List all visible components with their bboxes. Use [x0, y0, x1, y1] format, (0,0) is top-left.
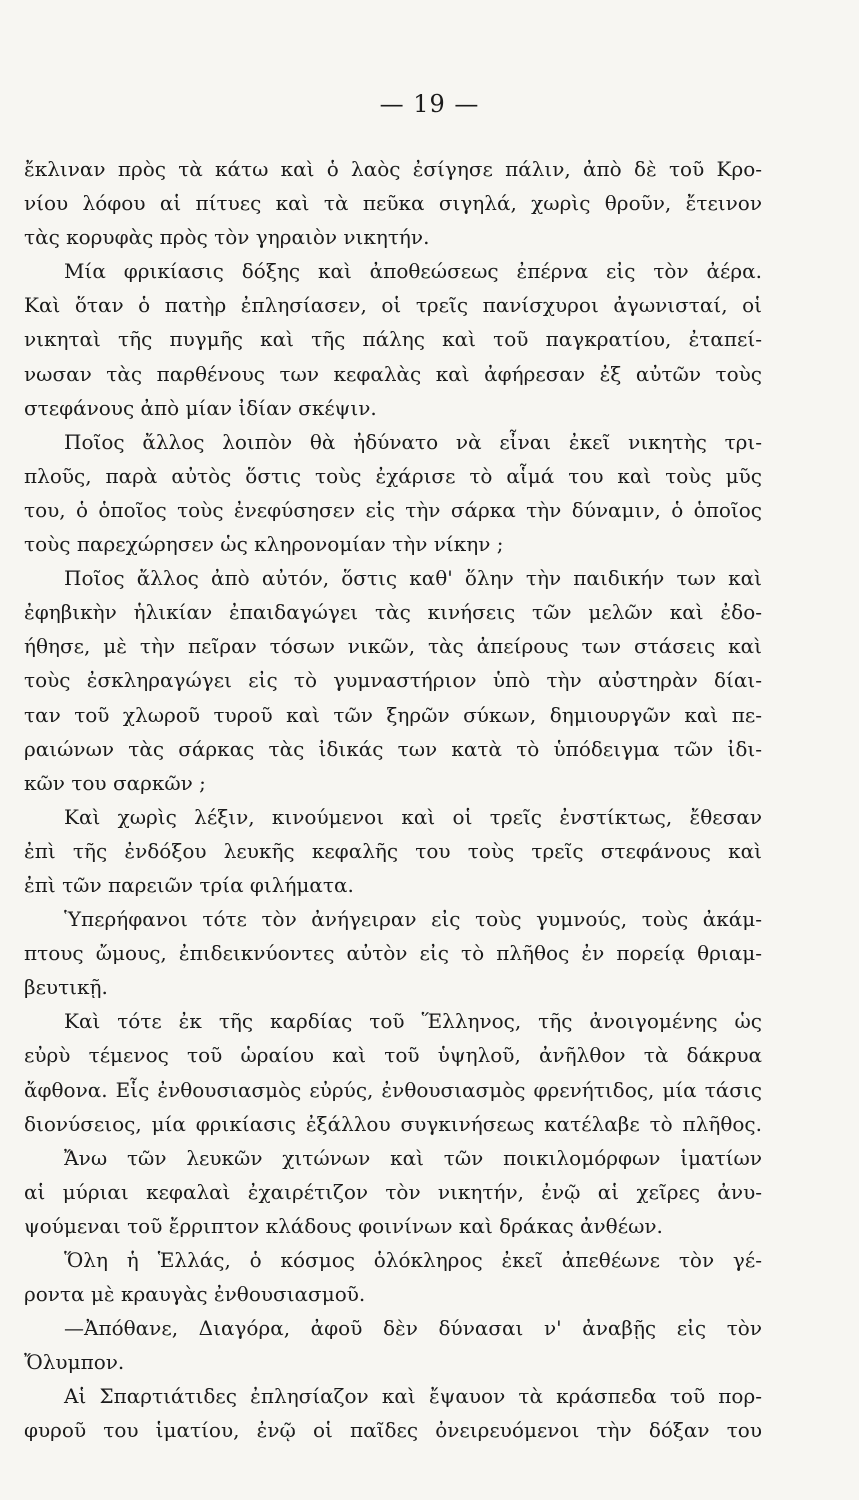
text-line: πλοῦς, παρὰ αὐτὸς ὅστις τοὺς ἐχάρισε τὸ αἷμά του καὶ τοὺς μῦς — [24, 463, 762, 488]
text-line: ἄφθονα. Εἷς ἐνθουσιασμὸς εὐρύς, ἐνθουσιασμὸς φρενήτιδος, μία τάσις — [24, 1077, 762, 1102]
text-line: Ποῖος ἄλλος ἀπὸ αὐτόν, ὅστις καθ' ὅλην τὴν παιδικήν των καὶ — [64, 566, 762, 591]
text-line: Ποῖος ἄλλος λοιπὸν θὰ ἠδύνατο νὰ εἶναι ἐκεῖ νικητὴς τρι- — [64, 429, 762, 454]
text-line: Καὶ τότε ἐκ τῆς καρδίας τοῦ Ἕλληνος, τῆς ἀνοιγομένης ὡς — [64, 1009, 762, 1034]
text-line: —Ἀπόθανε, Διαγόρα, ἀφοῦ δὲν δύνασαι ν' ἀναβῇς εἰς τὸν — [64, 1316, 762, 1341]
body-text — [24, 152, 762, 1448]
text-line: νωσαν τὰς παρθένους των κεφαλὰς καὶ ἀφήρεσαν ἐξ αὐτῶν τοὺς — [24, 361, 762, 386]
text-line: νίου λόφου αἱ πίτυες καὶ τὰ πεῦκα σιγηλά, χωρὶς θροῦν, ἔτεινον — [24, 191, 762, 216]
text-line: του, ὁ ὁποῖος τοὺς ἐνεφύσησεν εἰς τὴν σάρκα τὴν δύναμιν, ὁ ὁποῖος — [24, 497, 762, 522]
text-line: εὐρὺ τέμενος τοῦ ὡραίου καὶ τοῦ ὑψηλοῦ, ἀνῆλθον τὰ δάκρυα — [24, 1043, 762, 1068]
text-line: Μία φρικίασις δόξης καὶ ἀποθεώσεως ἐπέρνα εἰς τὸν ἀέρα. — [64, 259, 762, 284]
text-line: διονύσειος, μία φρικίασις ἐξάλλου συγκινήσεως κατέλαβε τὸ πλῆθος. — [24, 1111, 762, 1136]
text-line: τοὺς παρεχώρησεν ὡς κληρονομίαν τὴν νίκην ; — [24, 532, 504, 557]
text-line: ραιώνων τὰς σάρκας τὰς ἰδικάς των κατὰ τὸ ὑπόδειγμα τῶν ἰδι- — [24, 736, 762, 761]
text-line: ροντα μὲ κραυγὰς ἐνθουσιασμοῦ. — [24, 1282, 366, 1307]
text-line: νικηταὶ τῆς πυγμῆς καὶ τῆς πάλης καὶ τοῦ παγκρατίου, ἐταπεί- — [24, 327, 762, 352]
text-line: Καὶ ὅταν ὁ πατὴρ ἐπλησίασεν, οἱ τρεῖς πανίσχυροι ἀγωνισταί, οἱ — [24, 293, 762, 318]
text-line: Ὑπερήφανοι τότε τὸν ἀνήγειραν εἰς τοὺς γυμνούς, τοὺς ἀκάμ- — [64, 907, 762, 932]
text-line: ψούμεναι τοῦ ἔρριπτον κλάδους φοινίνων καὶ δράκας ἀνθέων. — [24, 1213, 663, 1238]
text-line: ήθησε, μὲ τὴν πεῖραν τόσων νικῶν, τὰς ἀπείρους των στάσεις καὶ — [24, 634, 762, 659]
text-line: Αἱ Σπαρτιάτιδες ἐπλησίαζον καὶ ἔψαυον τὰ κράσπεδα τοῦ πορ- — [64, 1384, 762, 1409]
text-line: βευτικῇ. — [24, 975, 108, 1000]
text-line: Καὶ χωρὶς λέξιν, κινούμενοι καὶ οἱ τρεῖς ἐνστίκτως, ἔθεσαν — [64, 804, 762, 829]
text-line: Ὄλυμπον. — [24, 1350, 125, 1375]
text-line: τὰς κορυφὰς πρὸς τὸν γηραιὸν νικητήν. — [24, 225, 430, 250]
text-line: τοὺς ἐσκληραγώγει εἰς τὸ γυμναστήριον ὑπὸ τὴν αὐστηρὰν δίαι- — [24, 668, 762, 693]
text-line: ἔκλιναν πρὸς τὰ κάτω καὶ ὁ λαὸς ἐσίγησε πάλιν, ἀπὸ δὲ τοῦ Κρο- — [24, 157, 762, 181]
text-line: πτους ὤμους, ἐπιδεικνύοντες αὐτὸν εἰς τὸ πλῆθος ἐν πορείᾳ θριαμ- — [24, 941, 762, 966]
text-line: ταν τοῦ χλωροῦ τυροῦ καὶ τῶν ξηρῶν σύκων, δημιουργῶν καὶ πε- — [24, 702, 762, 727]
text-line: στεφάνους ἀπὸ μίαν ἰδίαν σκέψιν. — [24, 395, 377, 420]
text-line: αἱ μύριαι κεφαλαὶ ἐχαιρέτιζον τὸν νικητήν, ἐνῷ αἱ χεῖρες ἀνυ- — [24, 1179, 762, 1204]
text-line: ἐφηβικὴν ἡλικίαν ἐπαιδαγώγει τὰς κινήσεις τῶν μελῶν καὶ ἐδο- — [24, 600, 762, 625]
text-line: φυροῦ του ἱματίου, ἐνῷ οἱ παῖδες ὀνειρευόμενοι τὴν δόξαν του — [24, 1418, 762, 1443]
text-line: Ὅλη ἡ Ἑλλάς, ὁ κόσμος ὁλόκληρος ἐκεῖ ἀπεθέωνε τὸν γέ- — [64, 1248, 762, 1272]
page-number: — 19 — — [379, 90, 480, 118]
text-line: ἐπὶ τῶν παρειῶν τρία φιλήματα. — [24, 872, 354, 897]
text-line: ἐπὶ τῆς ἐνδόξου λευκῆς κεφαλῆς του τοὺς τρεῖς στεφάνους καὶ — [24, 838, 762, 863]
text-line: κῶν του σαρκῶν ; — [24, 770, 206, 795]
text-line: Ἄνω τῶν λευκῶν χιτώνων καὶ τῶν ποικιλομόρφων ἱματίων — [64, 1145, 762, 1170]
